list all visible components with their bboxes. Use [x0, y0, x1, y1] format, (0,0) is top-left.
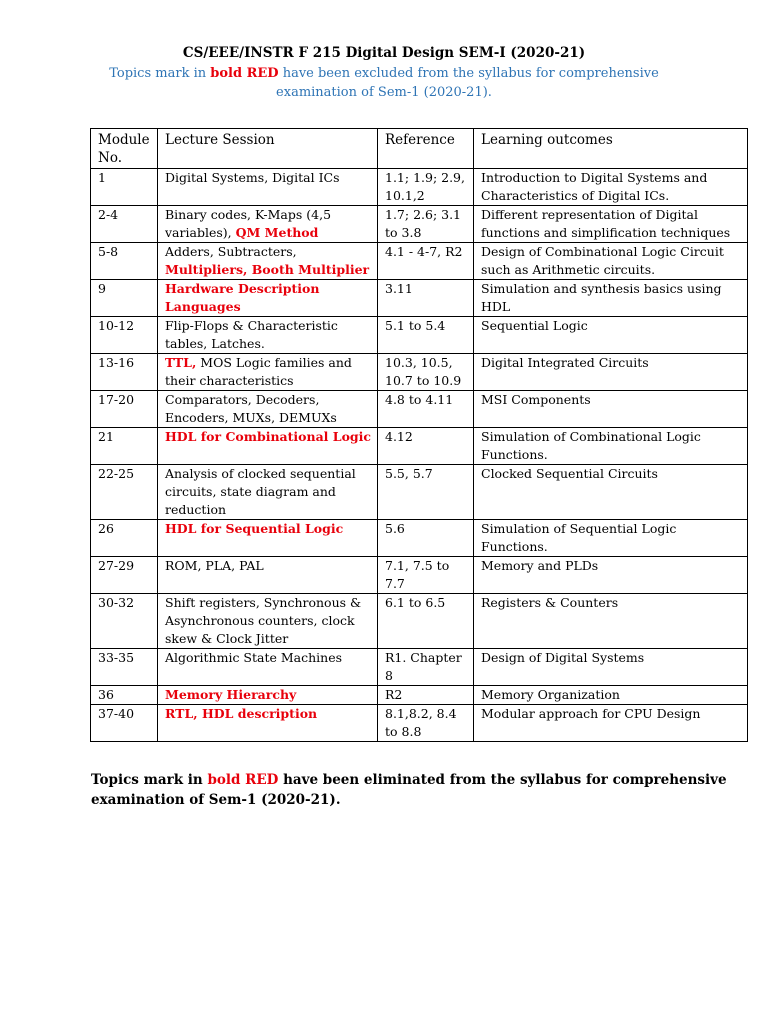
topic-text: Algorithmic State Machines	[165, 650, 343, 665]
learning-outcome-cell: Memory Organization	[474, 686, 748, 705]
module-number-cell: 9	[91, 280, 158, 317]
reference-cell: 4.8 to 4.11	[378, 391, 474, 428]
learning-outcome-cell: Simulation of Combinational Logic Functions.	[474, 428, 748, 465]
learning-outcome-cell: Clocked Sequential Circuits	[474, 465, 748, 520]
table-row	[91, 557, 748, 594]
learning-outcome-cell: Modular approach for CPU Design	[474, 705, 748, 742]
table-row	[91, 686, 748, 705]
excluded-topic: QM Method	[235, 225, 319, 240]
module-number-cell: 1	[91, 169, 158, 206]
module-number-cell: 33-35	[91, 649, 158, 686]
excluded-topic: HDL for Combinational Logic	[165, 429, 372, 444]
table-row	[91, 206, 748, 243]
footer-note	[91, 770, 731, 810]
header-learning-outcomes: Learning outcomes	[474, 129, 748, 169]
lecture-session-cell	[158, 520, 378, 557]
topic-text: Comparators, Decoders, Encoders, MUXs, DEMUXs	[165, 392, 337, 425]
topic-text: MOS Logic families and their characteristics	[165, 355, 352, 388]
exclusion-note	[104, 64, 664, 102]
reference-cell: 5.1 to 5.4	[378, 317, 474, 354]
table-row	[91, 280, 748, 317]
lecture-session-cell	[158, 317, 378, 354]
table-row	[91, 428, 748, 465]
lecture-session-cell	[158, 465, 378, 520]
learning-outcome-cell: Different representation of Digital functions and simplification techniques	[474, 206, 748, 243]
module-number-cell: 22-25	[91, 465, 158, 520]
exclusion-note-text-rest: have been excluded from the syllabus for comprehensive examination of Sem-1 (2020-21).	[276, 66, 659, 100]
syllabus-table-body	[91, 169, 748, 742]
module-number-cell: 37-40	[91, 705, 158, 742]
reference-cell: 1.7; 2.6; 3.1 to 3.8	[378, 206, 474, 243]
lecture-session-cell	[158, 206, 378, 243]
header-lecture-session: Lecture Session	[158, 129, 378, 169]
reference-cell: R2	[378, 686, 474, 705]
learning-outcome-cell: Introduction to Digital Systems and Characteristics of Digital ICs.	[474, 169, 748, 206]
exclusion-note-text: Topics mark in	[109, 66, 211, 81]
learning-outcome-cell: Sequential Logic	[474, 317, 748, 354]
topic-text: Analysis of clocked sequential circuits, state diagram and reduction	[165, 466, 356, 517]
table-row	[91, 594, 748, 649]
module-number-cell: 27-29	[91, 557, 158, 594]
table-header-row	[91, 129, 748, 169]
module-number-cell: 21	[91, 428, 158, 465]
topic-text: Flip-Flops & Characteristic tables, Latches.	[165, 318, 338, 351]
lecture-session-cell	[158, 649, 378, 686]
module-number-cell: 30-32	[91, 594, 158, 649]
reference-cell: 4.12	[378, 428, 474, 465]
learning-outcome-cell: Memory and PLDs	[474, 557, 748, 594]
reference-cell: 6.1 to 6.5	[378, 594, 474, 649]
header-module-no: Module No.	[91, 129, 158, 169]
lecture-session-cell	[158, 594, 378, 649]
topic-text: Digital Systems, Digital ICs	[165, 170, 340, 185]
lecture-session-cell	[158, 243, 378, 280]
table-row	[91, 705, 748, 742]
excluded-topic: Memory Hierarchy	[165, 687, 297, 702]
topic-text: Adders, Subtracters,	[165, 244, 297, 259]
lecture-session-cell	[158, 391, 378, 428]
reference-cell: 5.5, 5.7	[378, 465, 474, 520]
module-number-cell: 2-4	[91, 206, 158, 243]
learning-outcome-cell: Design of Combinational Logic Circuit such as Arithmetic circuits.	[474, 243, 748, 280]
course-title: CS/EEE/INSTR F 215 Digital Design SEM-I (2020-21)	[182, 45, 586, 61]
module-number-cell: 5-8	[91, 243, 158, 280]
reference-cell: 8.1,8.2, 8.4 to 8.8	[378, 705, 474, 742]
footer-note-highlight: bold RED	[207, 772, 279, 788]
module-number-cell: 10-12	[91, 317, 158, 354]
lecture-session-cell	[158, 686, 378, 705]
learning-outcome-cell: Registers & Counters	[474, 594, 748, 649]
lecture-session-cell	[158, 169, 378, 206]
lecture-session-cell	[158, 428, 378, 465]
lecture-session-cell	[158, 280, 378, 317]
lecture-session-cell	[158, 705, 378, 742]
topic-text: Binary codes, K-Maps (4,5 variables),	[165, 207, 332, 240]
reference-cell: 3.11	[378, 280, 474, 317]
table-row	[91, 520, 748, 557]
excluded-topic: HDL for Sequential Logic	[165, 521, 344, 536]
reference-cell: 10.3, 10.5, 10.7 to 10.9	[378, 354, 474, 391]
reference-cell: R1. Chapter 8	[378, 649, 474, 686]
excluded-topic: Hardware Description Languages	[165, 281, 320, 314]
topic-text: ROM, PLA, PAL	[165, 558, 264, 573]
exclusion-note-highlight: bold RED	[210, 66, 279, 81]
header-reference: Reference	[378, 129, 474, 169]
footer-note-text: Topics mark in	[91, 772, 208, 788]
table-row	[91, 169, 748, 206]
lecture-session-cell	[158, 557, 378, 594]
module-number-cell: 36	[91, 686, 158, 705]
table-row	[91, 465, 748, 520]
learning-outcome-cell: Digital Integrated Circuits	[474, 354, 748, 391]
module-number-cell: 17-20	[91, 391, 158, 428]
topic-text: Shift registers, Synchronous & Asynchronous counters, clock skew & Clock Jitter	[165, 595, 362, 646]
learning-outcome-cell: MSI Components	[474, 391, 748, 428]
excluded-topic: RTL, HDL description	[165, 706, 318, 721]
learning-outcome-cell: Simulation and synthesis basics using HDL	[474, 280, 748, 317]
footer-note-text-rest: have been eliminated from the syllabus for comprehensive examination of Sem-1 (2020-21).	[91, 772, 727, 808]
table-row	[91, 317, 748, 354]
module-number-cell: 13-16	[91, 354, 158, 391]
document-header	[0, 44, 768, 102]
learning-outcome-cell: Simulation of Sequential Logic Functions.	[474, 520, 748, 557]
table-row	[91, 243, 748, 280]
excluded-topic: Multipliers, Booth Multiplier	[165, 262, 370, 277]
lecture-session-cell	[158, 354, 378, 391]
learning-outcome-cell: Design of Digital Systems	[474, 649, 748, 686]
reference-cell: 7.1, 7.5 to 7.7	[378, 557, 474, 594]
syllabus-table	[90, 128, 748, 742]
table-row	[91, 649, 748, 686]
excluded-topic: TTL,	[165, 355, 197, 370]
module-number-cell: 26	[91, 520, 158, 557]
reference-cell: 1.1; 1.9; 2.9, 10.1,2	[378, 169, 474, 206]
table-row	[91, 391, 748, 428]
table-row	[91, 354, 748, 391]
reference-cell: 5.6	[378, 520, 474, 557]
reference-cell: 4.1 - 4-7, R2	[378, 243, 474, 280]
